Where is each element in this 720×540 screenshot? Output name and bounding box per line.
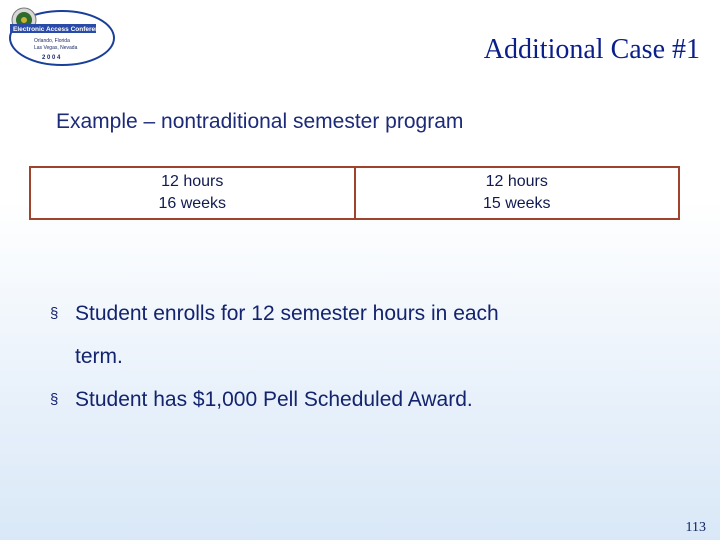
logo-line2: Orlando, Florida (34, 38, 70, 44)
conference-logo-graphic (4, 4, 116, 68)
term-1-hours: 12 hours (161, 173, 224, 190)
logo-year: 2 0 0 4 (42, 55, 61, 61)
bullet-list (50, 292, 650, 421)
conference-logo (4, 4, 116, 68)
slide-subtitle: Example – nontraditional semester program (56, 110, 464, 133)
term-2-weeks: 15 weeks (482, 195, 551, 212)
bullet-item-1 (50, 292, 650, 378)
term-2-hours: 12 hours (485, 173, 548, 190)
bullet-marker-icon: § (50, 305, 59, 322)
bullet-1-line2: term. (75, 345, 123, 368)
bullet-marker-icon: § (50, 391, 59, 408)
terms-table (29, 166, 680, 220)
term-cell-1 (31, 168, 354, 218)
bullet-1-line1: Student enrolls for 12 semester hours in each (75, 302, 499, 325)
term-cell-2 (354, 168, 679, 218)
logo-line3: Las Vegas, Nevada (34, 45, 78, 51)
bullet-item-2 (50, 378, 650, 421)
term-1-weeks: 16 weeks (158, 195, 227, 212)
logo-line1: Electronic Access Conference (13, 26, 107, 33)
bullet-2-line1: Student has $1,000 Pell Scheduled Award. (75, 388, 473, 411)
page-number: 113 (685, 520, 706, 535)
slide-title: Additional Case #1 (483, 34, 700, 65)
